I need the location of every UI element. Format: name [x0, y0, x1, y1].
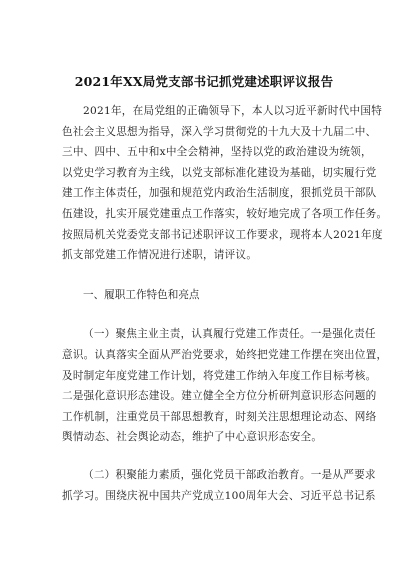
- paragraph-line: 二是强化意识形态建设。建立健全全方位分析研判意识形态问题的: [62, 390, 377, 403]
- paragraph-line: 舆情动态、社会舆论动态，维护了中心意识形态安全。: [62, 431, 323, 444]
- paragraph-line: 抓支部党建工作情况进行述职，请评议。: [62, 249, 258, 262]
- paragraph-line: 工作机制，注重党员干部思想教育，时刻关注思想理论动态、网络: [62, 410, 377, 423]
- document-title: 2021年XX局党支部书记抓党建述职评议报告: [74, 74, 334, 89]
- paragraph-line: （一）聚焦主业主责，认真履行党建工作责任。一是强化责任: [83, 328, 376, 341]
- paragraph-line: 按照局机关党委党支部书记述职评议工作要求，现将本人2021年度: [62, 228, 383, 241]
- paragraph-line: 意识。认真落实全面从严治党要求，始终把党建工作摆在突出位置，: [62, 348, 388, 361]
- spacer: [62, 448, 352, 465]
- document-body: [62, 101, 388, 506]
- paragraph-line: （二）积聚能力素质，强化党员干部政治教育。一是从严要求: [83, 468, 376, 481]
- paragraph-line: 色社会主义思想为指导，深入学习贯彻党的十九大及十九届二中、: [62, 125, 377, 138]
- spacer: [62, 305, 352, 324]
- paragraph-line: 抓学习。围绕庆祝中国共产党成立100周年大会、习近平总书记系: [62, 489, 376, 502]
- spacer: [62, 266, 352, 285]
- paragraph-line: 伍建设，扎实开展党建重点工作落实，较好地完成了各项工作任务。: [62, 207, 388, 220]
- subsection-2-paragraph: [62, 465, 376, 506]
- subsection-1-paragraph: [62, 324, 388, 448]
- paragraph-line: 建工作主体责任，加强和规范党内政治生活制度，狠抓党员干部队: [62, 187, 377, 200]
- intro-paragraph: [62, 101, 388, 266]
- paragraph-line: 及时制定年度党建工作计划，将党建工作纳入年度工作目标考核。: [62, 369, 377, 382]
- paragraph-line: 三中、四中、五中和x中全会精神，坚持以党的政治建设为统领，: [62, 146, 372, 159]
- paragraph-line: 以党史学习教育为主线，以党支部标准化建设为基础，切实履行党: [62, 166, 377, 179]
- paragraph-line: 2021年，在局党组的正确领导下，本人以习近平新时代中国特: [83, 105, 383, 117]
- section-heading: 一、履职工作特色和亮点: [83, 288, 200, 301]
